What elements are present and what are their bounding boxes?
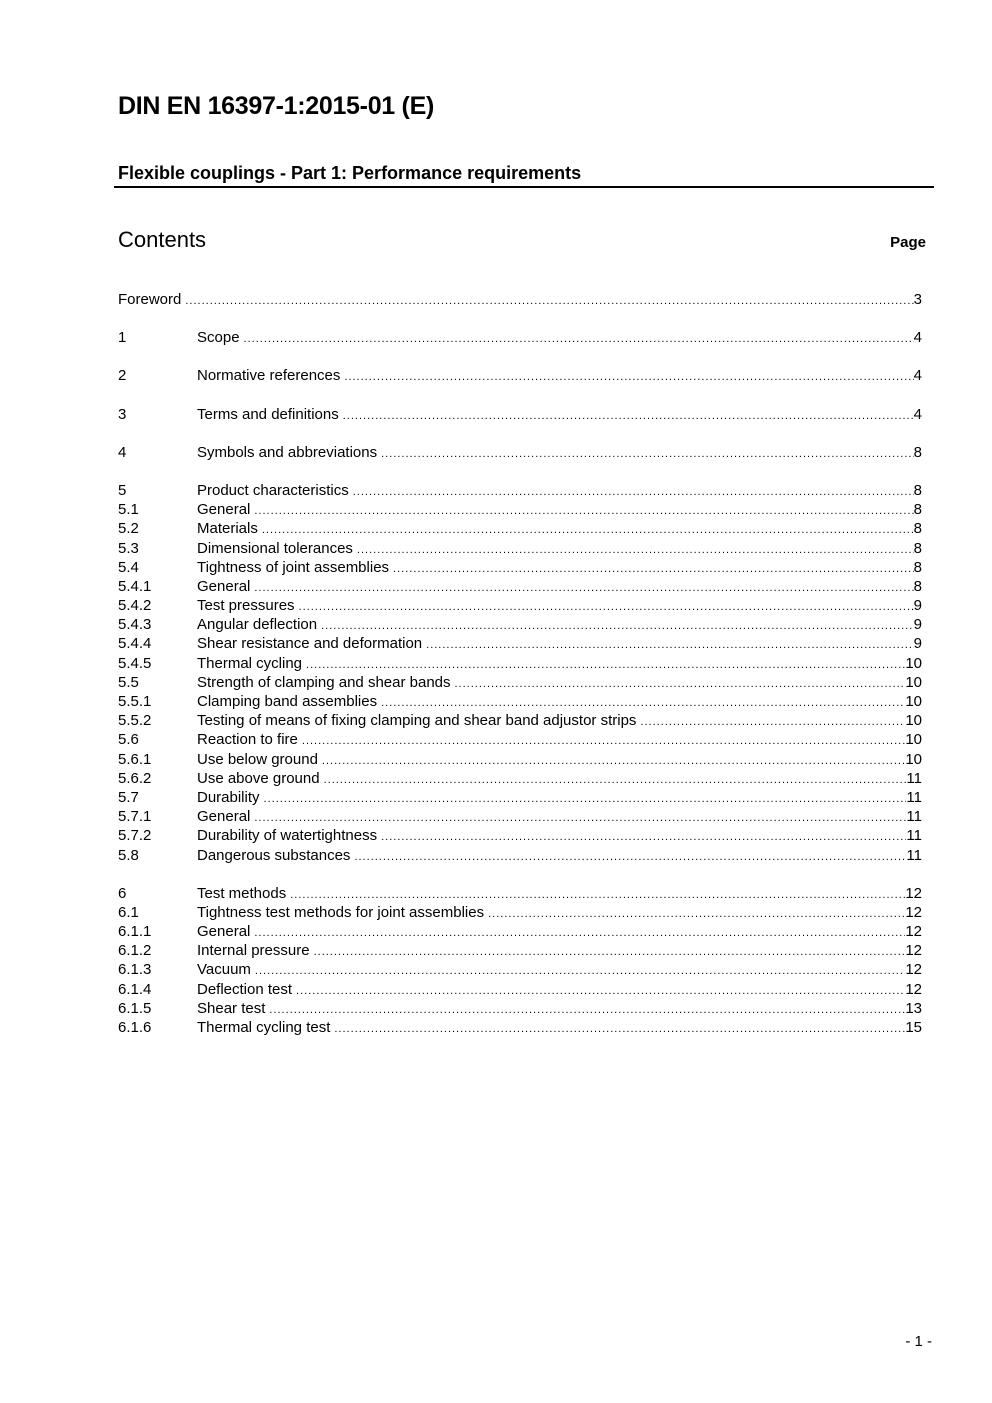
toc-entry[interactable] xyxy=(118,500,922,519)
toc-entry[interactable] xyxy=(118,519,922,538)
toc-entry-page: 9 xyxy=(913,616,922,634)
toc-entry-page: 12 xyxy=(905,903,922,921)
toc-entry-number: 5 xyxy=(118,481,127,499)
toc-entry-number: 5.4.5 xyxy=(118,654,152,672)
toc-entry-title: Thermal cycling test xyxy=(197,1019,331,1036)
toc-entry-title: Durability of watertightness xyxy=(197,827,378,845)
toc-entry-page: 12 xyxy=(905,884,922,902)
toc-leader-dots xyxy=(296,982,905,1001)
toc-leader-dots xyxy=(354,848,906,867)
toc-entry[interactable] xyxy=(118,328,922,347)
toc-entry-title: Durability xyxy=(197,788,260,806)
toc-entry-number: 6.1.3 xyxy=(118,961,152,979)
toc-leader-dots xyxy=(269,1001,905,1020)
toc-entry-number: 1 xyxy=(118,329,127,347)
toc-entry-number: 6.1.4 xyxy=(118,980,152,998)
toc-entry-number: 6.1 xyxy=(118,903,139,921)
toc-entry-title: General xyxy=(197,501,251,519)
toc-entry[interactable] xyxy=(118,634,922,653)
toc-entry[interactable] xyxy=(118,922,922,941)
toc-entry[interactable] xyxy=(118,903,922,922)
toc-leader-dots xyxy=(254,579,913,598)
toc-leader-dots xyxy=(255,962,905,981)
toc-entry-page: 10 xyxy=(905,712,922,730)
toc-leader-dots xyxy=(343,407,914,426)
toc-entry-title: General xyxy=(197,808,251,826)
toc-entry-page: 11 xyxy=(906,827,922,845)
toc-entry-page: 11 xyxy=(906,788,922,806)
toc-entry-page: 8 xyxy=(913,520,922,538)
toc-leader-dots xyxy=(357,541,914,560)
toc-entry-page: 4 xyxy=(913,329,922,347)
toc-entry[interactable] xyxy=(118,846,922,865)
toc-entry[interactable] xyxy=(118,558,922,577)
toc-leader-dots xyxy=(254,924,905,943)
toc-entry[interactable] xyxy=(118,941,922,960)
toc-entry[interactable] xyxy=(118,366,922,385)
toc-entry-title: Use below ground xyxy=(197,750,318,768)
toc-entry-page: 4 xyxy=(913,367,922,385)
toc-entry-number: 5.4.2 xyxy=(118,597,152,615)
toc-entry-number: 5.6 xyxy=(118,731,139,749)
toc-entry[interactable] xyxy=(118,788,922,807)
toc-entry[interactable] xyxy=(118,980,922,999)
toc-entry-page: 11 xyxy=(906,846,922,864)
toc-leader-dots xyxy=(302,732,905,751)
toc-entry[interactable] xyxy=(118,481,922,500)
toc-entry[interactable] xyxy=(118,884,922,903)
page-column-heading: Page xyxy=(890,234,926,251)
page-number-footer: - 1 - xyxy=(905,1333,932,1350)
toc-entry[interactable] xyxy=(118,405,922,424)
toc-entry-number: 5.5 xyxy=(118,673,139,691)
toc-leader-dots xyxy=(244,330,914,349)
toc-entry[interactable] xyxy=(118,960,922,979)
toc-entry-number: 5.8 xyxy=(118,846,139,864)
document-subtitle: Flexible couplings - Part 1: Performance requirements xyxy=(118,163,582,183)
toc-leader-dots xyxy=(314,943,906,962)
toc-entry-number: 5.5.2 xyxy=(118,712,152,730)
toc-entry-title: Reaction to fire xyxy=(197,731,298,749)
toc-entry[interactable] xyxy=(118,443,922,462)
toc-leader-dots xyxy=(381,445,914,464)
toc-entry[interactable] xyxy=(118,1018,922,1037)
toc-leader-dots xyxy=(488,905,905,924)
toc-entry-number: 3 xyxy=(118,405,127,423)
toc-entry-title: General xyxy=(197,577,251,595)
toc-entry-number: 5.6.1 xyxy=(118,750,152,768)
toc-leader-dots xyxy=(640,713,905,732)
toc-entry-title: Clamping band assemblies xyxy=(197,693,378,710)
toc-entry-title: Symbols and abbreviations xyxy=(197,443,378,461)
toc-leader-dots xyxy=(393,560,914,579)
toc-entry-title: Test methods xyxy=(197,884,287,902)
toc-entry-page: 12 xyxy=(905,923,922,941)
toc-leader-dots xyxy=(254,502,913,521)
toc-entry-title: Materials xyxy=(197,520,258,538)
toc-entry-page: 8 xyxy=(913,501,922,519)
toc-entry-page: 10 xyxy=(905,654,922,672)
toc-entry-title: Dangerous substances xyxy=(197,846,351,864)
toc-entry[interactable] xyxy=(118,807,922,826)
toc-entry-number: 5.4.1 xyxy=(118,577,152,595)
document-title: DIN EN 16397-1:2015-01 (E) xyxy=(118,92,434,120)
toc-entry[interactable] xyxy=(118,999,922,1018)
toc-entry-title: General xyxy=(197,923,251,941)
toc-entry-title: Normative references xyxy=(197,367,341,385)
toc-entry[interactable] xyxy=(118,730,922,749)
toc-entry-title: Use above ground xyxy=(197,769,320,787)
toc-leader-dots xyxy=(334,1020,905,1039)
toc-entry-title: Foreword xyxy=(118,291,182,308)
title-divider xyxy=(114,186,934,188)
toc-leader-dots xyxy=(262,521,914,540)
toc-entry-page: 10 xyxy=(905,731,922,749)
toc-entry-title: Tightness of joint assemblies xyxy=(197,558,390,576)
toc-entry-title: Shear test xyxy=(197,999,266,1017)
toc-entry[interactable] xyxy=(118,290,922,309)
toc-leader-dots xyxy=(426,636,914,655)
toc-entry-page: 3 xyxy=(913,291,922,308)
toc-entry-number: 5.6.2 xyxy=(118,769,152,787)
toc-entry-page: 8 xyxy=(913,481,922,499)
toc-entry-title: Angular deflection xyxy=(197,616,318,634)
toc-entry-title: Product characteristics xyxy=(197,481,349,499)
toc-entry-number: 6 xyxy=(118,884,127,902)
toc-leader-dots xyxy=(322,752,905,771)
toc-entry-number: 6.1.2 xyxy=(118,942,152,960)
toc-entry-number: 4 xyxy=(118,443,127,461)
toc-entry-number: 5.4 xyxy=(118,558,139,576)
toc-entry-number: 5.7.1 xyxy=(118,808,152,826)
toc-leader-dots xyxy=(455,675,906,694)
toc-entry[interactable] xyxy=(118,577,922,596)
toc-entry-title: Testing of means of fixing clamping and shear band adjustor strips xyxy=(197,712,637,730)
toc-entry[interactable] xyxy=(118,539,922,558)
toc-entry-page: 10 xyxy=(905,750,922,768)
toc-entry[interactable] xyxy=(118,750,922,769)
toc-entry-title: Terms and definitions xyxy=(197,405,339,423)
toc-entry-page: 10 xyxy=(905,673,922,691)
toc-entry-title: Thermal cycling xyxy=(197,654,303,672)
toc-entry-title: Vacuum xyxy=(197,961,251,979)
toc-entry-page: 11 xyxy=(906,769,922,787)
toc-entry-page: 9 xyxy=(913,597,922,615)
table-of-contents xyxy=(118,290,922,1037)
toc-entry-title: Scope xyxy=(197,329,240,347)
toc-entry-title: Deflection test xyxy=(197,980,293,998)
toc-entry-number: 5.4.3 xyxy=(118,616,152,634)
toc-entry-page: 15 xyxy=(905,1019,922,1036)
toc-entry-number: 6.1.1 xyxy=(118,923,152,941)
toc-entry-number: 6.1.6 xyxy=(118,1019,152,1036)
toc-entry[interactable] xyxy=(118,826,922,845)
toc-leader-dots xyxy=(299,598,914,617)
toc-entry-number: 5.1 xyxy=(118,501,139,519)
toc-entry-page: 8 xyxy=(913,558,922,576)
toc-entry-title: Dimensional tolerances xyxy=(197,539,353,557)
toc-entry-number: 6.1.5 xyxy=(118,999,152,1017)
toc-leader-dots xyxy=(353,483,914,502)
toc-leader-dots xyxy=(344,368,913,387)
toc-entry[interactable] xyxy=(118,769,922,788)
toc-entry[interactable] xyxy=(118,654,922,673)
toc-leader-dots xyxy=(324,771,907,790)
toc-entry-page: 12 xyxy=(905,961,922,979)
toc-leader-dots xyxy=(185,292,913,311)
toc-entry-title: Test pressures xyxy=(197,597,295,615)
toc-entry[interactable] xyxy=(118,615,922,634)
toc-leader-dots xyxy=(264,790,907,809)
toc-entry-title: Tightness test methods for joint assemblies xyxy=(197,903,485,921)
toc-entry-number: 5.5.1 xyxy=(118,693,152,710)
toc-entry-title: Internal pressure xyxy=(197,942,310,960)
toc-leader-dots xyxy=(381,828,906,847)
toc-entry-page: 13 xyxy=(905,999,922,1017)
toc-entry-page: 8 xyxy=(913,443,922,461)
toc-entry[interactable] xyxy=(118,692,922,711)
toc-entry-page: 12 xyxy=(905,942,922,960)
toc-entry-page: 4 xyxy=(913,405,922,423)
toc-entry-number: 5.7.2 xyxy=(118,827,152,845)
toc-entry-page: 8 xyxy=(913,577,922,595)
toc-entry[interactable] xyxy=(118,673,922,692)
toc-entry-page: 10 xyxy=(905,693,922,710)
toc-entry-page: 8 xyxy=(913,539,922,557)
toc-entry-title: Shear resistance and deformation xyxy=(197,635,423,653)
toc-entry-page: 12 xyxy=(905,980,922,998)
toc-entry[interactable] xyxy=(118,711,922,730)
toc-entry-number: 5.2 xyxy=(118,520,139,538)
toc-entry-number: 2 xyxy=(118,367,127,385)
toc-entry-number: 5.7 xyxy=(118,788,139,806)
toc-entry-number: 5.3 xyxy=(118,539,139,557)
toc-entry-title: Strength of clamping and shear bands xyxy=(197,673,451,691)
toc-entry[interactable] xyxy=(118,596,922,615)
contents-heading: Contents xyxy=(118,227,207,252)
toc-entry-number: 5.4.4 xyxy=(118,635,152,653)
toc-entry-page: 9 xyxy=(913,635,922,653)
toc-entry-page: 11 xyxy=(906,808,922,826)
